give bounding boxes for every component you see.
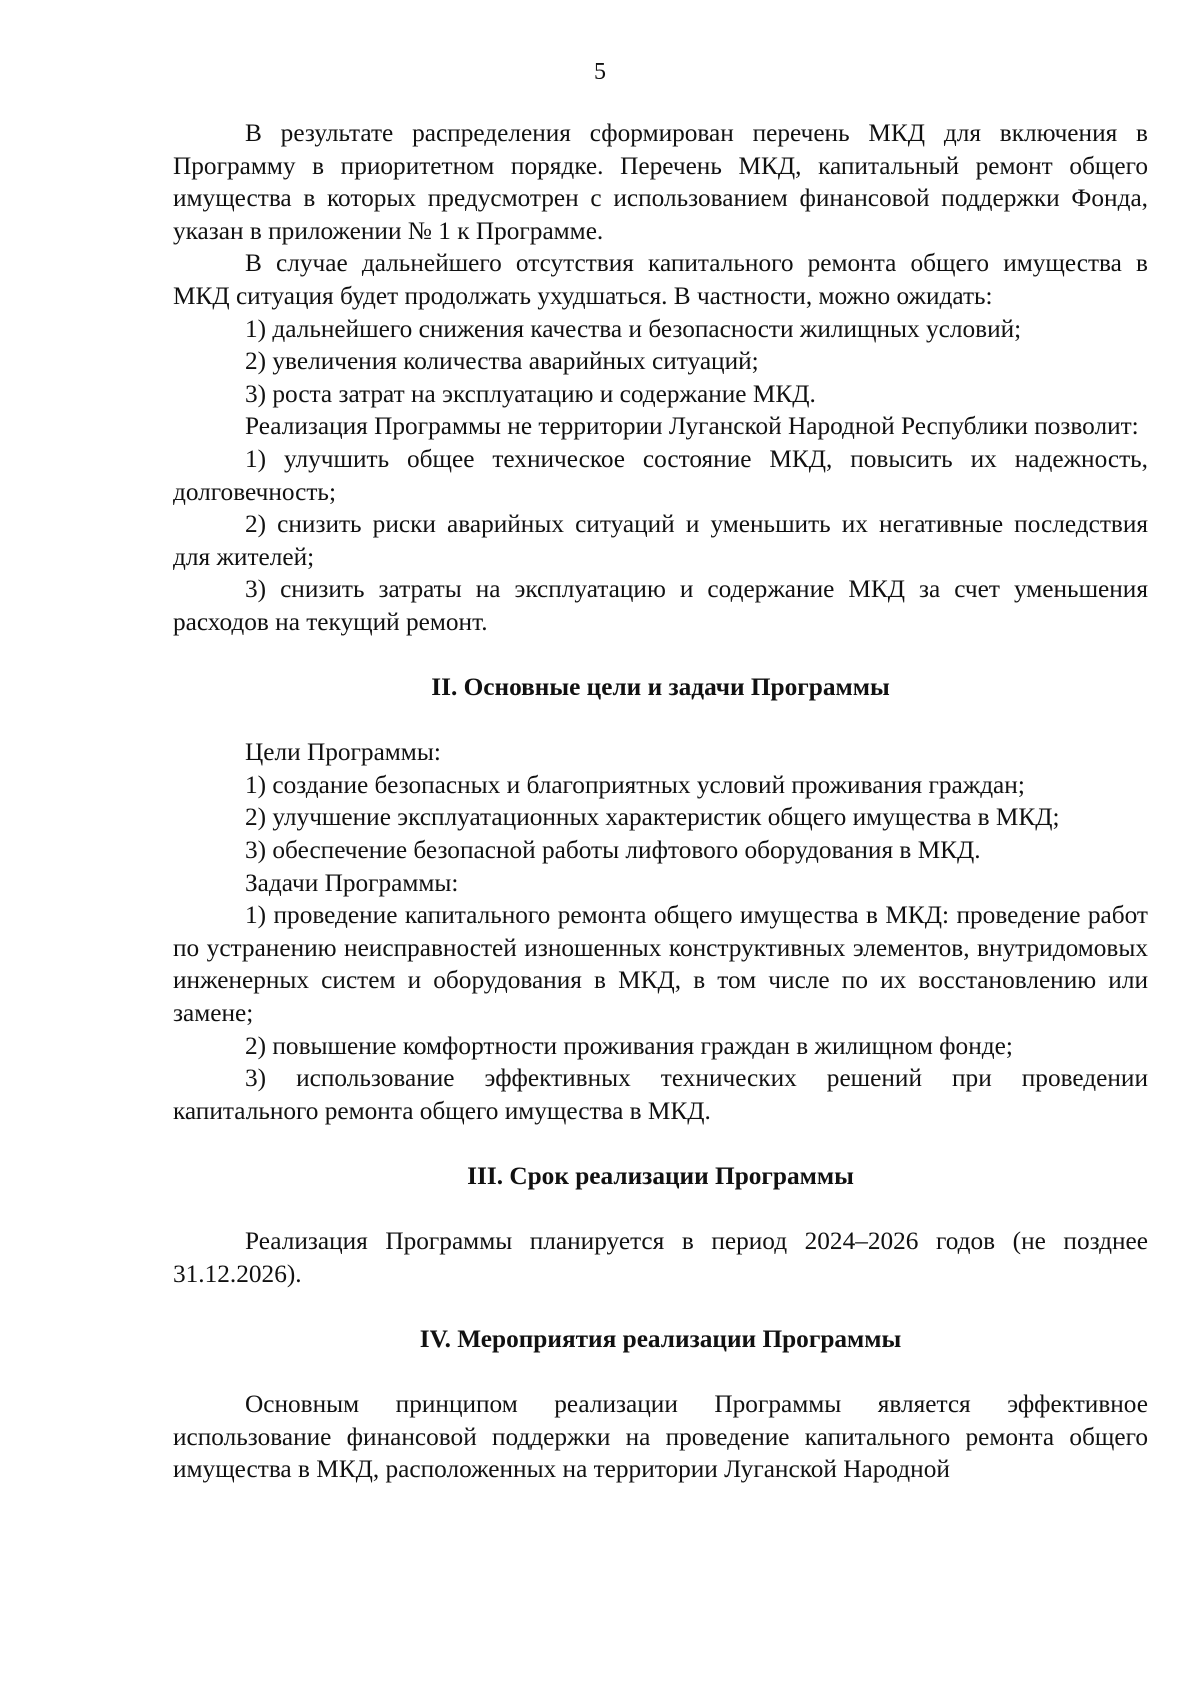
- spacer: [173, 1193, 1148, 1226]
- paragraph: 2) снизить риски аварийных ситуаций и уменьшить их негативные последствия для жителей;: [173, 510, 1148, 571]
- page-number: 5: [594, 59, 606, 85]
- document-body: [173, 117, 1148, 1486]
- paragraph: 1) создание безопасных и благоприятных условий проживания граждан;: [245, 770, 1025, 799]
- paragraph: 1) проведение капитального ремонта общего имущества в МКД: проведение работ по устранению неисправностей изношенных конструктивных элементов, внутридомовых инженерных систем и оборудования в МКД, в том числе по их восстановлению или замене;: [173, 901, 1148, 1028]
- spacer: [173, 1290, 1148, 1323]
- paragraph: Цели Программы:: [245, 738, 441, 767]
- section-heading: II. Основные цели и задачи Программы: [431, 673, 890, 702]
- section-heading: IV. Мероприятия реализации Программы: [419, 1324, 902, 1353]
- paragraph: 3) использование эффективных технических решений при проведении капитального ремонта общего имущества в МКД.: [173, 1064, 1148, 1125]
- paragraph: 3) снизить затраты на эксплуатацию и содержание МКД за счет уменьшения расходов на текущий ремонт.: [173, 575, 1148, 636]
- paragraph: Задачи Программы:: [245, 868, 459, 897]
- paragraph: 2) повышение комфортности проживания граждан в жилищном фонде;: [245, 1031, 1013, 1060]
- paragraph: 1) дальнейшего снижения качества и безопасности жилищных условий;: [245, 314, 1022, 343]
- paragraph: 2) увеличения количества аварийных ситуаций;: [245, 347, 759, 376]
- paragraph: 1) улучшить общее техническое состояние МКД, повысить их надежность, долговечность;: [173, 444, 1148, 506]
- spacer: [173, 1127, 1148, 1160]
- spacer: [173, 704, 1148, 737]
- paragraph: Реализация Программы планируется в период 2024–2026 годов (не позднее 31.12.2026).: [173, 1227, 1148, 1288]
- spacer: [173, 1356, 1148, 1389]
- spacer: [173, 639, 1148, 672]
- paragraph: 3) роста затрат на эксплуатацию и содержание МКД.: [245, 379, 816, 408]
- paragraph: Реализация Программы не территории Луганской Народной Республики позволит:: [245, 412, 1139, 441]
- paragraph: 3) обеспечение безопасной работы лифтового оборудования в МКД.: [245, 836, 981, 865]
- section-heading: III. Срок реализации Программы: [467, 1162, 854, 1190]
- paragraph: 2) улучшение эксплуатационных характеристик общего имущества в МКД;: [245, 803, 1060, 832]
- paragraph: Основным принципом реализации Программы является эффективное использование финансовой поддержки на проведение капитального ремонта общего имущества в МКД, расположенных на территории Луганской Народной: [173, 1390, 1148, 1484]
- paragraph: В результате распределения сформирован перечень МКД для включения в Программу в приоритетном порядке. Перечень МКД, капитальный ремонт общего имущества в которых предусмотрен с использованием финансовой поддержки Фонда, указан в приложении № 1 к Программе.: [173, 119, 1148, 245]
- paragraph: В случае дальнейшего отсутствия капитального ремонта общего имущества в МКД ситуация будет продолжать ухудшаться. В частности, можно ожидать:: [173, 249, 1148, 310]
